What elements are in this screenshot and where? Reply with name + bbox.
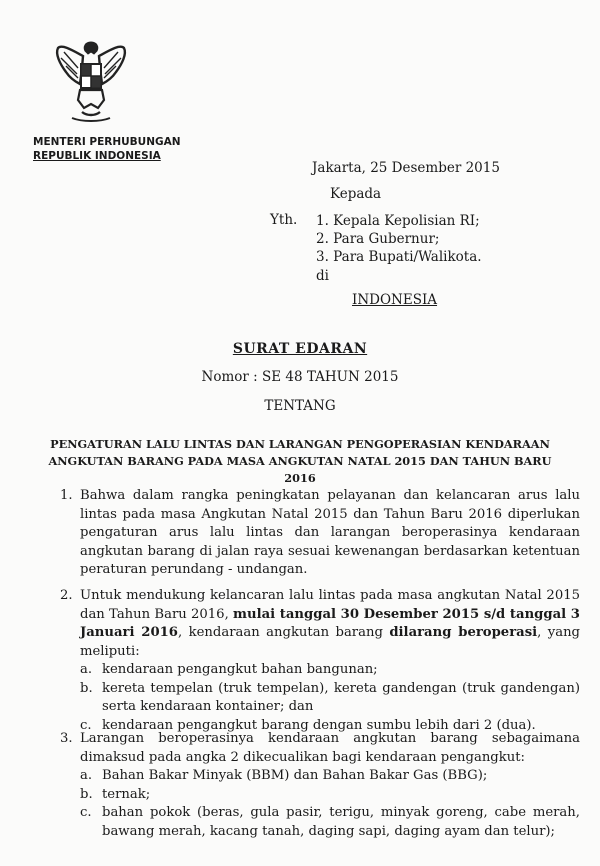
- sub-item-letter: b.: [80, 786, 93, 802]
- sub-item-text: kendaraan pengangkut bahan bangunan;: [102, 662, 378, 677]
- recipient-list: [316, 212, 482, 266]
- document-subject: [40, 436, 560, 487]
- sub-item-letter: b.: [80, 680, 93, 696]
- document-tentang: TENTANG: [264, 398, 336, 414]
- letter-to-label: Kepada: [330, 186, 382, 202]
- ministry-name: MENTERI PERHUBUNGAN: [33, 136, 181, 148]
- ministry-header: [33, 135, 181, 163]
- document-title: SURAT EDARAN: [232, 341, 368, 357]
- sub-item-text: bahan pokok (beras, gula pasir, terigu, minyak goreng, cabe merah, bawang merah, kacang tanah, daging sapi, daging ayam dan telur);: [102, 805, 580, 839]
- clause-text: Larangan beroperasinya kendaraan angkutan barang sebagaimana dimaksud pada angka 2 dikecualikan bagi kendaraan pengangkut:: [80, 731, 580, 765]
- clause-prohibition: dilarang beroperasi: [389, 625, 538, 640]
- recipient-item: 3. Para Bupati/Walikota.: [316, 249, 482, 265]
- clause-date-range: mulai tanggal 30 Desember 2015 s/d tanggal 3 Januari 2016: [80, 606, 580, 640]
- sub-item-letter: c.: [80, 717, 92, 733]
- sub-item-text: kereta tempelan (truk tempelan), kereta gandengan (truk gandengan) serta kendaraan kontainer; dan: [102, 680, 580, 714]
- clause-number: 2.: [60, 588, 73, 603]
- sub-item: [80, 680, 580, 717]
- ministry-country: REPUBLIK INDONESIA: [33, 150, 161, 162]
- sub-item: [80, 804, 580, 841]
- subject-line: ANGKUTAN BARANG PADA MASA ANGKUTAN NATAL 2015 DAN TAHUN BARU 2016: [48, 454, 552, 485]
- sub-item-text: kendaraan pengangkut barang dengan sumbu lebih dari 2 (dua).: [102, 717, 536, 733]
- sub-item-text: ternak;: [102, 786, 151, 802]
- clause-text-part: , yang meliputi:: [80, 625, 580, 659]
- letter-date: Jakarta, 25 Desember 2015: [312, 160, 500, 176]
- clause-number: 1.: [60, 488, 73, 503]
- sub-item-letter: a.: [80, 662, 93, 677]
- garuda-emblem-icon: [52, 38, 130, 124]
- clause-body: [80, 730, 580, 841]
- clause-text-part: , kendaraan angkutan barang: [178, 625, 390, 640]
- sub-item-text: Bahan Bakar Minyak (BBM) dan Bahan Bakar Gas (BBG);: [102, 768, 488, 783]
- letter-yth: Yth.: [270, 212, 298, 228]
- sub-item: [80, 661, 580, 680]
- recipient-item: 1. Kepala Kepolisian RI;: [316, 213, 480, 229]
- clause-body: [80, 587, 580, 735]
- sub-item-letter: c.: [80, 805, 92, 820]
- clause-text: Bahwa dalam rangka peningkatan pelayanan dan kelancaran arus lalu lintas pada masa Angkutan Natal 2015 dan Tahun Baru 2016 diperlukan pengaturan arus lalu lintas dan larangan beroperasinya kendaraan angkutan barang di jalan raya sesuai kewenangan berdasarkan ketentuan peraturan perundang - undangan.: [80, 488, 580, 577]
- document-number: Nomor : SE 48 TAHUN 2015: [201, 369, 399, 385]
- letter-place: INDONESIA: [352, 292, 438, 308]
- subject-line: PENGATURAN LALU LINTAS DAN LARANGAN PENGOPERASIAN KENDARAAN: [50, 437, 550, 451]
- sub-item: [80, 767, 580, 786]
- clause-text: [80, 587, 580, 661]
- letter-di: di: [316, 268, 329, 284]
- sub-item-letter: a.: [80, 768, 93, 783]
- sub-item: [80, 786, 580, 805]
- clause-text-part: Untuk mendukung kelancaran lalu lintas pada masa angkutan Natal 2015 dan Tahun Baru 2016,: [80, 588, 580, 622]
- recipient-item: 2. Para Gubernur;: [316, 231, 440, 247]
- clause-number: 3.: [60, 731, 73, 746]
